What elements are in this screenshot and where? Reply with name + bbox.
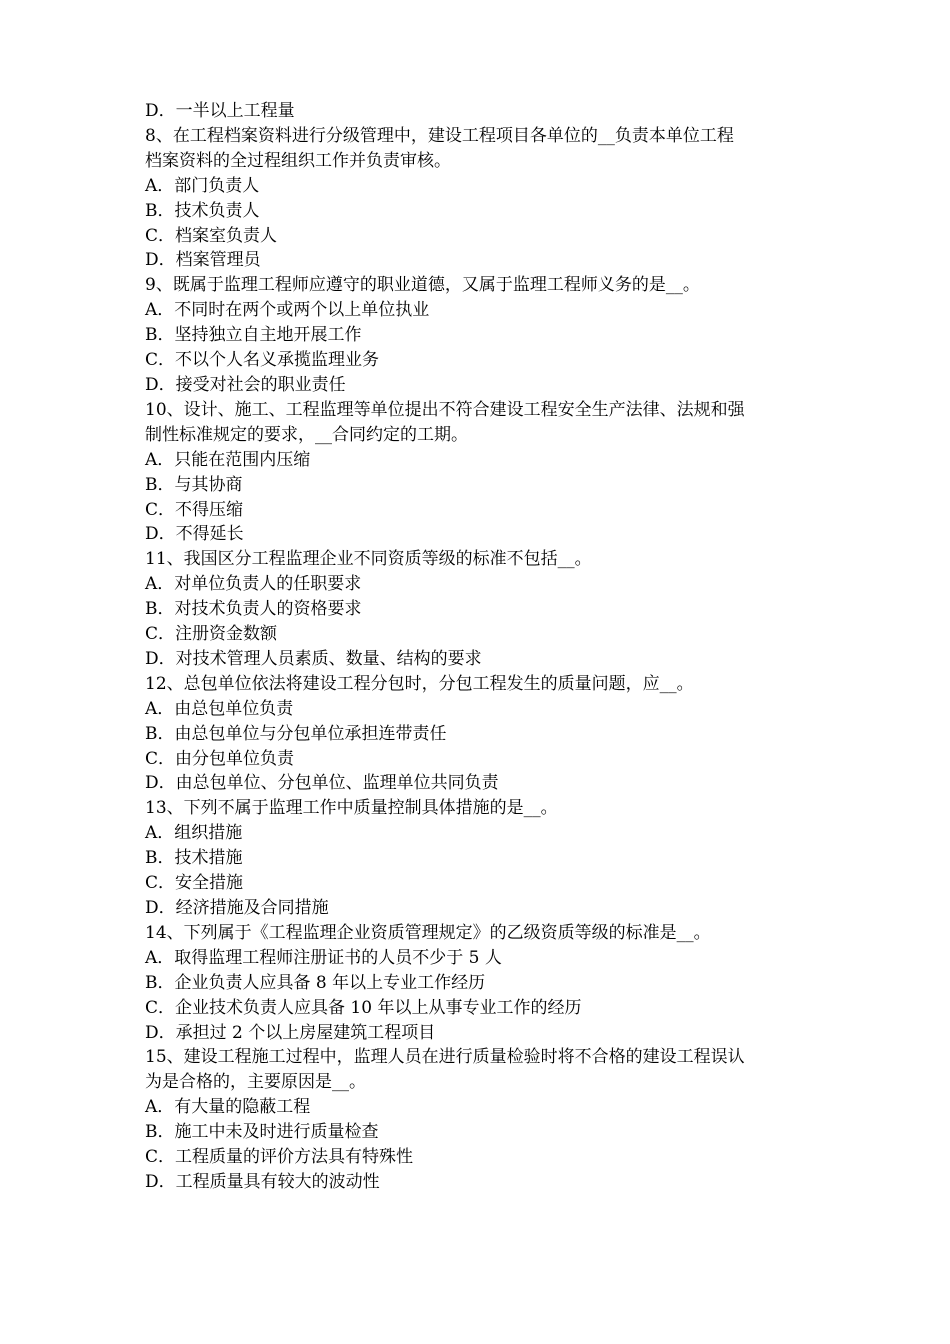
option-text: A．部门负责人 bbox=[145, 175, 260, 196]
option-text: D．承担过 2 个以上房屋建筑工程项目 bbox=[145, 1022, 436, 1043]
option-text: C．注册资金数额 bbox=[145, 624, 278, 645]
question-text: 为是合格的，主要原因是__。 bbox=[145, 1072, 366, 1093]
question-text: 11、我国区分工程监理企业不同资质等级的标准不包括__。 bbox=[145, 549, 592, 570]
option-text: A．不同时在两个或两个以上单位执业 bbox=[145, 300, 430, 321]
option-text: A．有大量的隐蔽工程 bbox=[145, 1097, 311, 1118]
option-text: B．施工中未及时进行质量检查 bbox=[145, 1122, 379, 1143]
question-text: 13、下列不属于监理工作中质量控制具体措施的是__。 bbox=[145, 798, 558, 819]
question-text: 9、既属于监理工程师应遵守的职业道德，又属于监理工程师义务的是__。 bbox=[145, 275, 700, 296]
option-text: D．接受对社会的职业责任 bbox=[145, 374, 346, 395]
option-text: B．由总包单位与分包单位承担连带责任 bbox=[145, 723, 447, 744]
option-text: B．对技术负责人的资格要求 bbox=[145, 599, 362, 620]
option-text: D．对技术管理人员素质、数量、结构的要求 bbox=[145, 648, 482, 669]
option-text: A．组织措施 bbox=[145, 823, 243, 844]
option-text: A．由总包单位负责 bbox=[145, 698, 294, 719]
question-text: 档案资料的全过程组织工作并负责审核。 bbox=[145, 150, 451, 171]
option-text: D．工程质量具有较大的波动性 bbox=[145, 1171, 380, 1192]
question-text: 10、设计、施工、工程监理等单位提出不符合建设工程安全生产法律、法规和强 bbox=[145, 399, 745, 420]
option-text: D．经济措施及合同措施 bbox=[145, 898, 329, 918]
option-text: B．与其协商 bbox=[145, 474, 243, 495]
document-page bbox=[145, 99, 825, 1195]
option-text: C．不得压缩 bbox=[145, 499, 244, 520]
option-text: C．企业技术负责人应具备 10 年以上从事专业工作的经历 bbox=[145, 997, 582, 1018]
question-text: 12、总包单位依法将建设工程分包时，分包工程发生的质量问题，应__。 bbox=[145, 673, 694, 694]
option-text: B．坚持独立自主地开展工作 bbox=[145, 325, 362, 346]
option-text: C．不以个人名义承揽监理业务 bbox=[145, 350, 380, 371]
option-text: B．技术措施 bbox=[145, 848, 243, 869]
option-text: A．取得监理工程师注册证书的人员不少于 5 人 bbox=[145, 947, 502, 968]
question-text: 15、建设工程施工过程中，监理人员在进行质量检验时将不合格的建设工程误认 bbox=[145, 1047, 745, 1068]
option-text: D．由总包单位、分包单位、监理单位共同负责 bbox=[145, 773, 499, 794]
option-text: C．由分包单位负责 bbox=[145, 748, 295, 769]
option-text: D．档案管理员 bbox=[145, 250, 261, 271]
option-text: C．档案室负责人 bbox=[145, 225, 278, 246]
question-text: 14、下列属于《工程监理企业资质管理规定》的乙级资质等级的标准是__。 bbox=[145, 922, 711, 943]
option-text: B．企业负责人应具备 8 年以上专业工作经历 bbox=[145, 972, 486, 993]
text-line: D．一半以上工程量 bbox=[145, 101, 295, 121]
option-text: D．不得延长 bbox=[145, 524, 244, 545]
option-text: C．工程质量的评价方法具有特殊性 bbox=[145, 1147, 414, 1168]
question-text: 8、在工程档案资料进行分级管理中，建设工程项目各单位的__负责本单位工程 bbox=[145, 125, 734, 146]
option-text: C．安全措施 bbox=[145, 873, 244, 894]
option-text: B．技术负责人 bbox=[145, 200, 260, 221]
option-text: A．对单位负责人的任职要求 bbox=[145, 574, 362, 595]
option-text: A．只能在范围内压缩 bbox=[145, 449, 311, 470]
question-text: 制性标准规定的要求，__合同约定的工期。 bbox=[145, 424, 468, 445]
